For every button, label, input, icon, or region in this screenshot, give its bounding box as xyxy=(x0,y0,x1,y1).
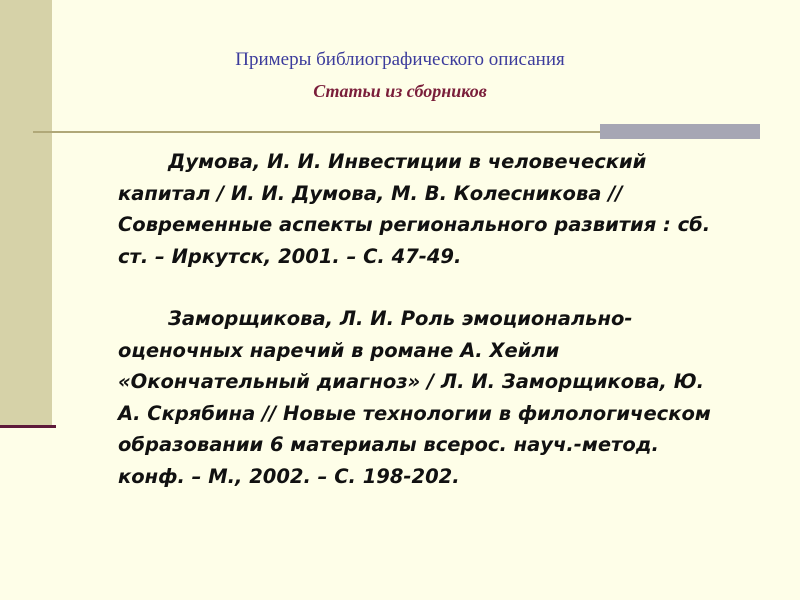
header-divider xyxy=(33,131,600,133)
slide-subtitle: Статьи из сборников xyxy=(313,81,487,101)
bibliography-list xyxy=(118,146,728,492)
header-accent-block xyxy=(600,124,760,139)
slide-title: Примеры библиографического описания xyxy=(235,49,565,70)
side-decoration-rule xyxy=(0,425,56,428)
bibliography-entry-1: Думова, И. И. Инвестиции в человеческий капитал / И. И. Думова, М. В. Колесникова // Современные аспекты регионального развития : сб. ст. – Иркутск, 2001. – С. 47-49. xyxy=(118,150,711,268)
bibliography-entry-2: Заморщикова, Л. И. Роль эмоционально-оценочных наречий в романе А. Хейли «Окончательный диагноз» / Л. И. Заморщикова, Ю. А. Скрябина // Новые технологии в филологическом образовании 6 материалы всерос. науч.-метод. конф. – М., 2002. – С. 198-202. xyxy=(118,307,711,488)
